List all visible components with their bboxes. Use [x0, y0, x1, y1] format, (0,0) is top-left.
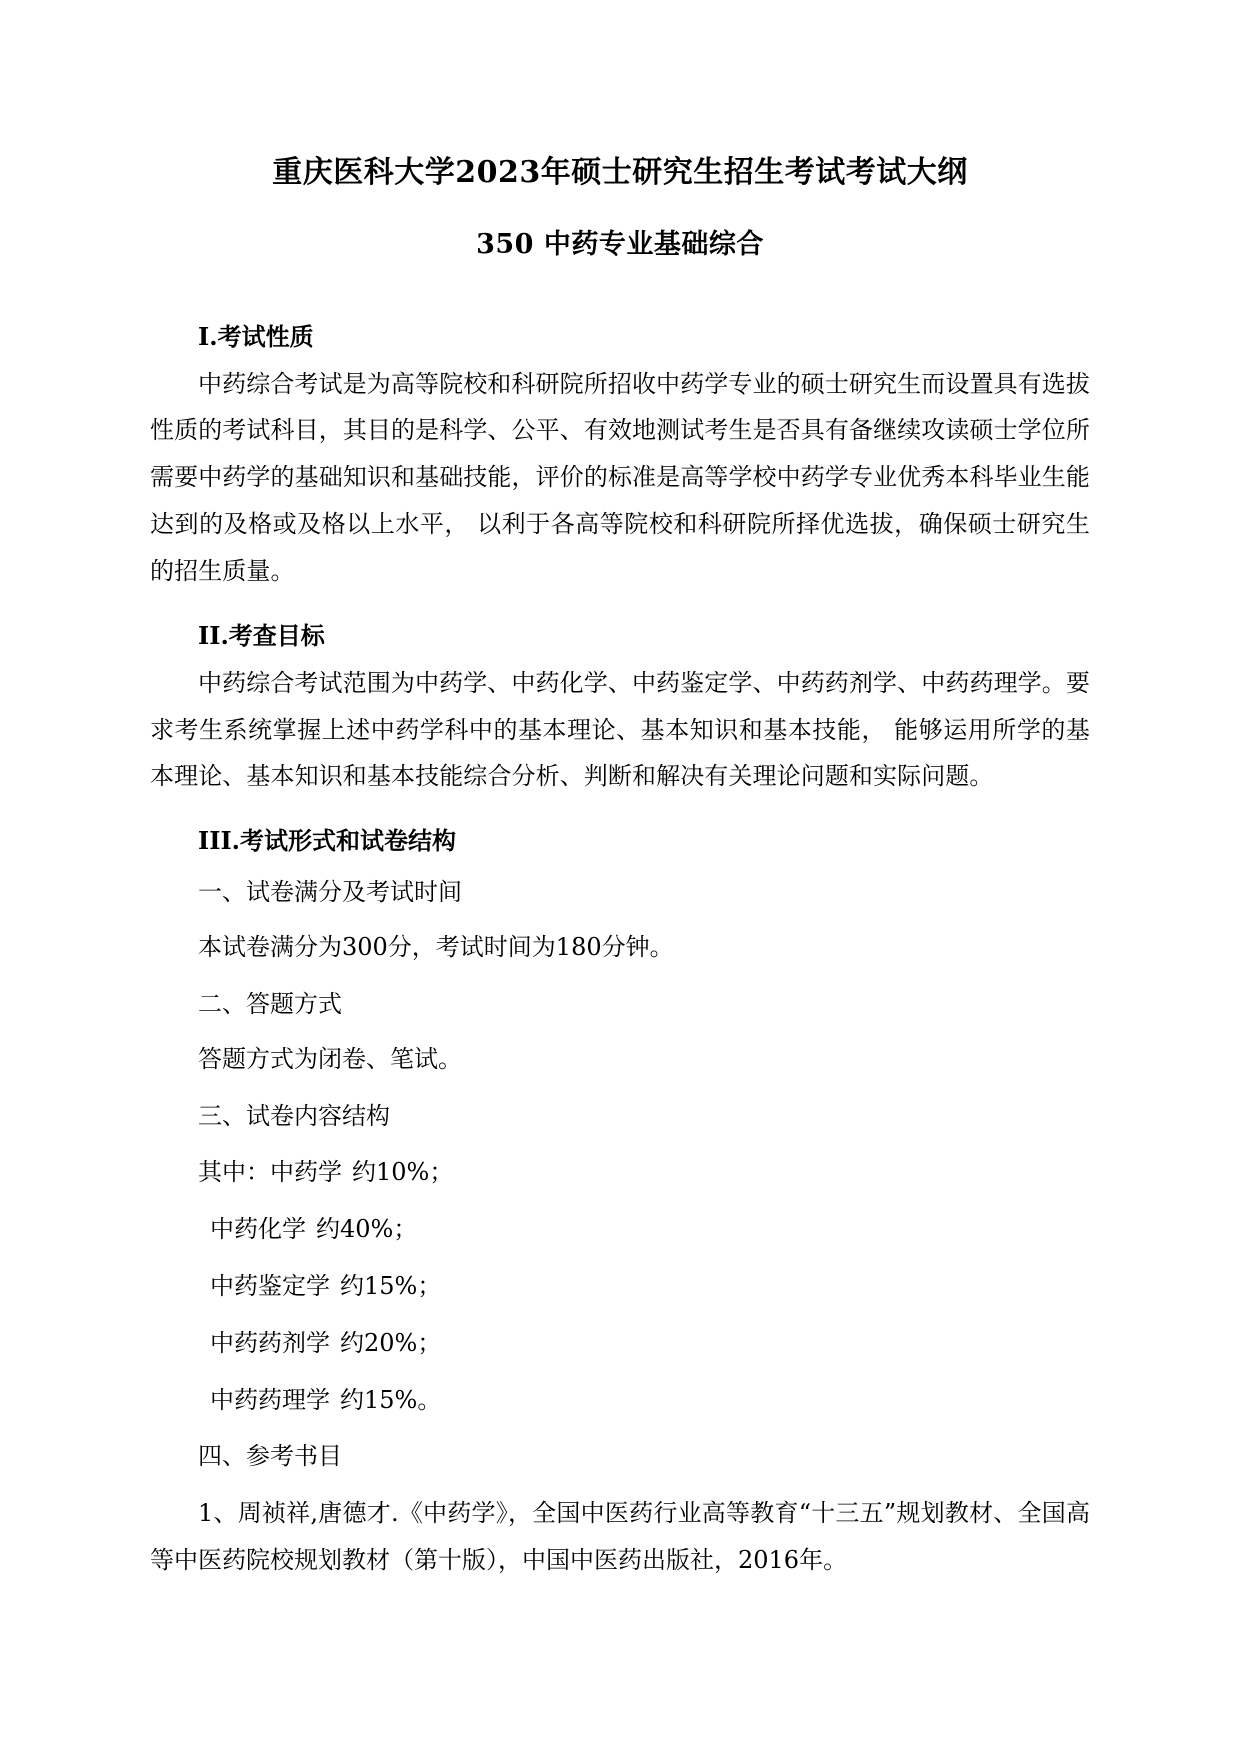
weight-row	[150, 1263, 1090, 1310]
subsection-heading-content-structure: 三、试卷内容结构	[198, 1101, 390, 1130]
section-body-exam-nature: 中药综合考试是为高等院校和科研院所招收中药学专业的硕士研究生而设置具有选拔性质的考试科目，其目的是科学、公平、有效地测试考生是否具有备继续攻读硕士学位所需要中药学的基础知识和基础技能，评价的标准是高等学校中药学专业优秀本科毕业生能达到的及格或及格以上水平， 以利于各高等院校和科研院所择优选拔，确保硕士研究生的招生质量。	[150, 369, 1090, 585]
subsection-heading-references: 四、参考书目	[198, 1442, 342, 1471]
section-heading-exam-format: III.考试形式和试卷结构	[198, 826, 457, 856]
reference-item: 1、周祯祥,唐德才.《中药学》，全国中医药行业高等教育“十三五”规划教材、全国高等中医药院校规划教材（第十版），中国中医药出版社，2016年。	[150, 1499, 1090, 1574]
weight-subject: 中药学	[270, 1158, 342, 1187]
weight-value: 约15%；	[340, 1272, 442, 1301]
weight-subject: 中药鉴定学	[210, 1272, 330, 1301]
weight-row	[150, 1149, 1090, 1196]
weight-prefix: 其中：	[198, 1158, 270, 1187]
weight-subject: 中药化学	[210, 1215, 306, 1244]
weight-subject: 中药药理学	[210, 1385, 330, 1414]
weight-row	[150, 1206, 1090, 1253]
section-heading-exam-objectives: II.考查目标	[198, 620, 325, 650]
weight-value: 约15%。	[340, 1385, 442, 1414]
subsection-heading-answer-method: 二、答题方式	[198, 990, 342, 1019]
weight-row	[150, 1377, 1090, 1424]
page-title: 重庆医科大学2023年硕士研究生招生考试考试大纲	[272, 155, 968, 190]
subsection-text-answer-method: 答题方式为闭卷、笔试。	[198, 1044, 462, 1073]
page-subtitle: 350 中药专业基础综合	[476, 229, 764, 260]
weight-row	[150, 1320, 1090, 1367]
weight-value: 约10%；	[352, 1158, 454, 1187]
section-heading-exam-nature: I.考试性质	[198, 321, 314, 351]
subsection-text-total-score: 本试卷满分为300分，考试时间为180分钟。	[198, 933, 674, 962]
section-body-exam-objectives: 中药综合考试范围为中药学、中药化学、中药鉴定学、中药药剂学、中药药理学。要求考生系统掌握上述中药学科中的基本理论、基本知识和基本技能， 能够运用所学的基本理论、基本知识和基本技能综合分析、判断和解决有关理论问题和实际问题。	[150, 668, 1090, 791]
weight-value: 约40%；	[316, 1215, 418, 1244]
weight-value: 约20%；	[340, 1328, 442, 1357]
subsection-heading-total-score: 一、试卷满分及考试时间	[198, 878, 462, 907]
weight-subject: 中药药剂学	[210, 1328, 330, 1357]
